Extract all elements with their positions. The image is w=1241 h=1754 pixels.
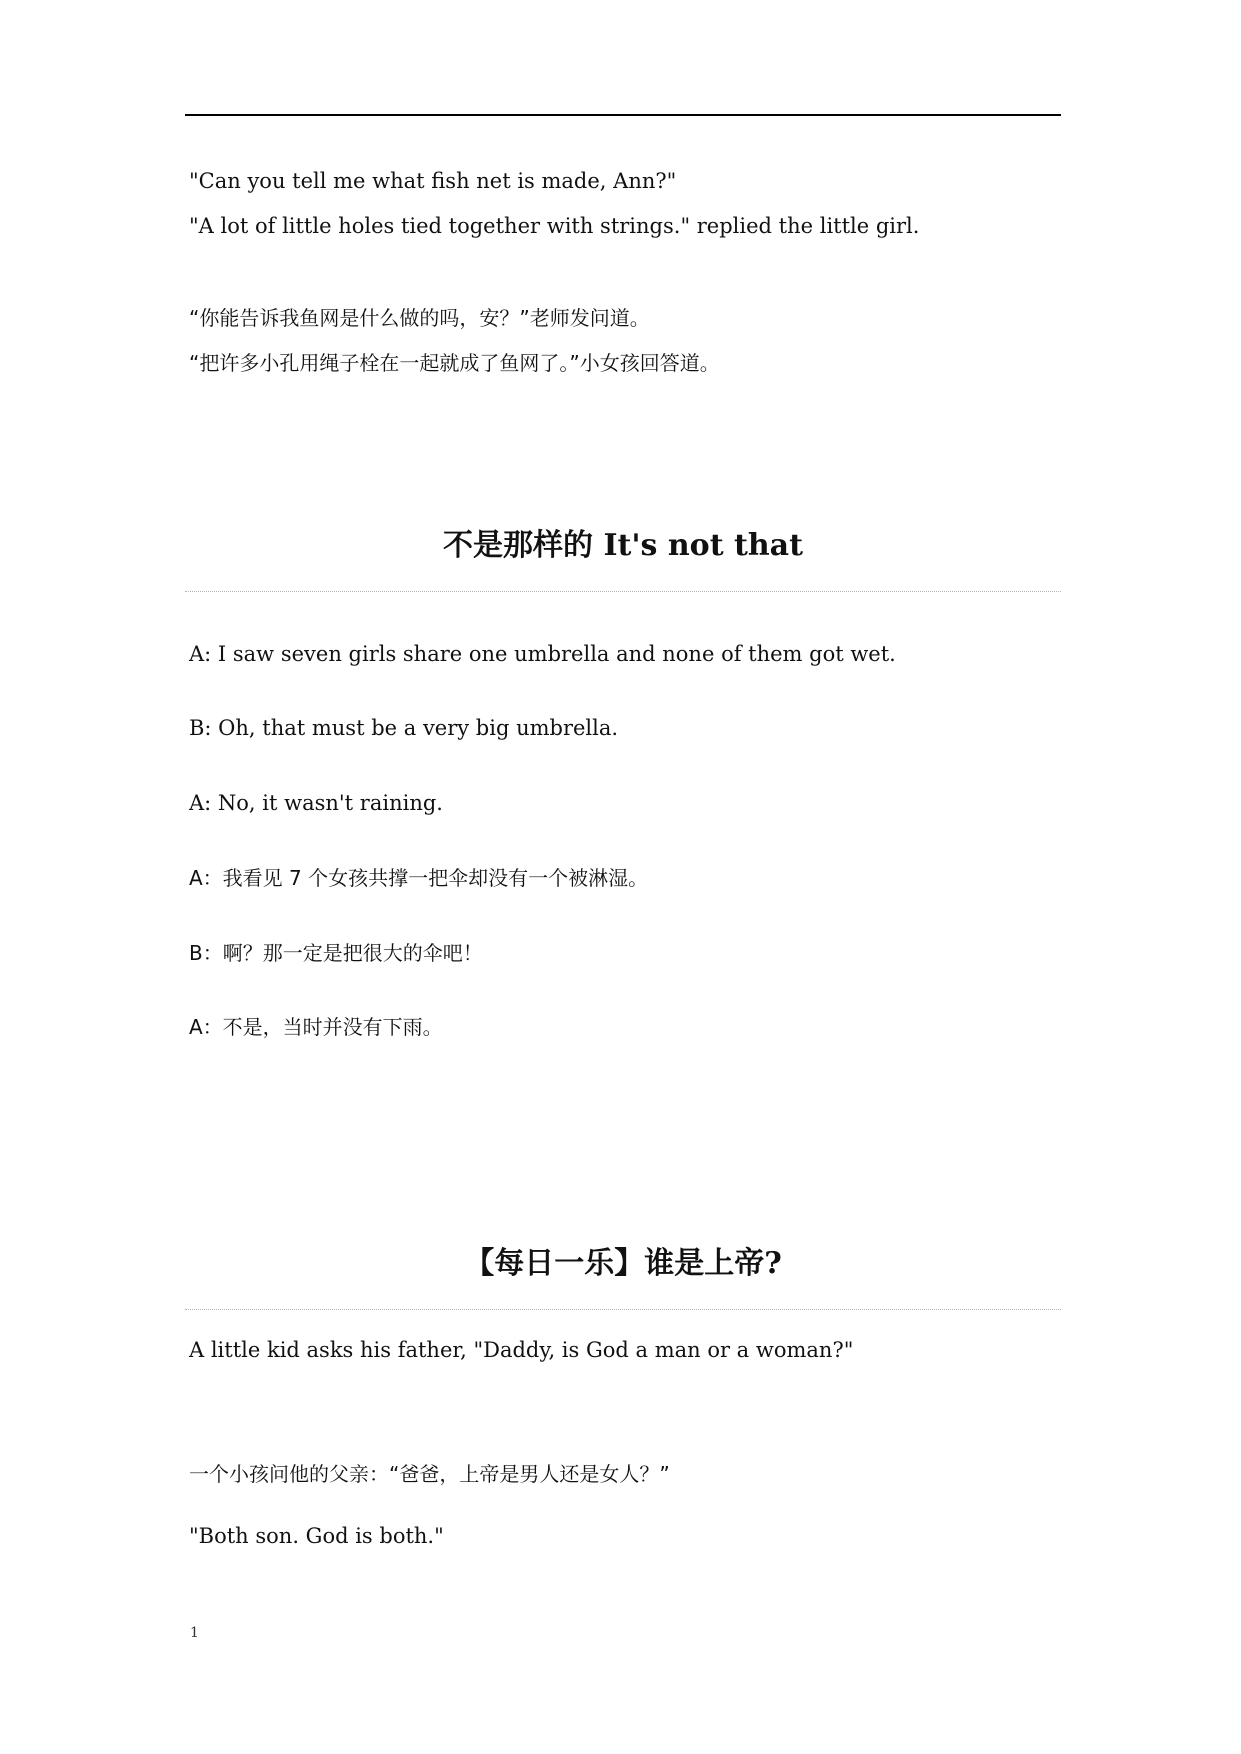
header-rule <box>185 114 1061 116</box>
section1-en-question: "Can you tell me what fish net is made, Ann?" <box>189 169 677 193</box>
section3-title: 【每日一乐】谁是上帝? <box>464 1246 782 1281</box>
section1-en-answer: "A lot of little holes tied together with strings." replied the little girl. <box>189 214 920 238</box>
section3-line-1: A little kid asks his father, "Daddy, is God a man or a woman?" <box>189 1338 854 1362</box>
section3-line-3: "Both son. God is both." <box>189 1524 444 1548</box>
section3-divider <box>185 1309 1061 1310</box>
section2-line-3: A: No, it wasn't raining. <box>189 791 443 815</box>
section2-line-5: B：啊？那一定是把很大的伞吧！ <box>189 941 483 965</box>
section3-line-2: 一个小孩问他的父亲：“爸爸，上帝是男人还是女人？” <box>189 1462 670 1486</box>
section2-line-6: A：不是，当时并没有下雨。 <box>189 1015 443 1039</box>
section2-divider <box>185 591 1061 592</box>
section2-line-2: B: Oh, that must be a very big umbrella. <box>189 716 619 740</box>
section1-cn-question: “你能告诉我鱼网是什么做的吗，安？”老师发问道。 <box>189 306 650 330</box>
page-number: 1 <box>190 1625 199 1641</box>
section2-line-1: A: I saw seven girls share one umbrella and none of them got wet. <box>189 642 896 666</box>
section2-line-4: A：我看见 7 个女孩共撑一把伞却没有一个被淋湿。 <box>189 866 649 890</box>
section1-cn-answer: “把许多小孔用绳子栓在一起就成了鱼网了。”小女孩回答道。 <box>189 351 720 375</box>
section2-title: 不是那样的 It's not that <box>443 528 803 563</box>
